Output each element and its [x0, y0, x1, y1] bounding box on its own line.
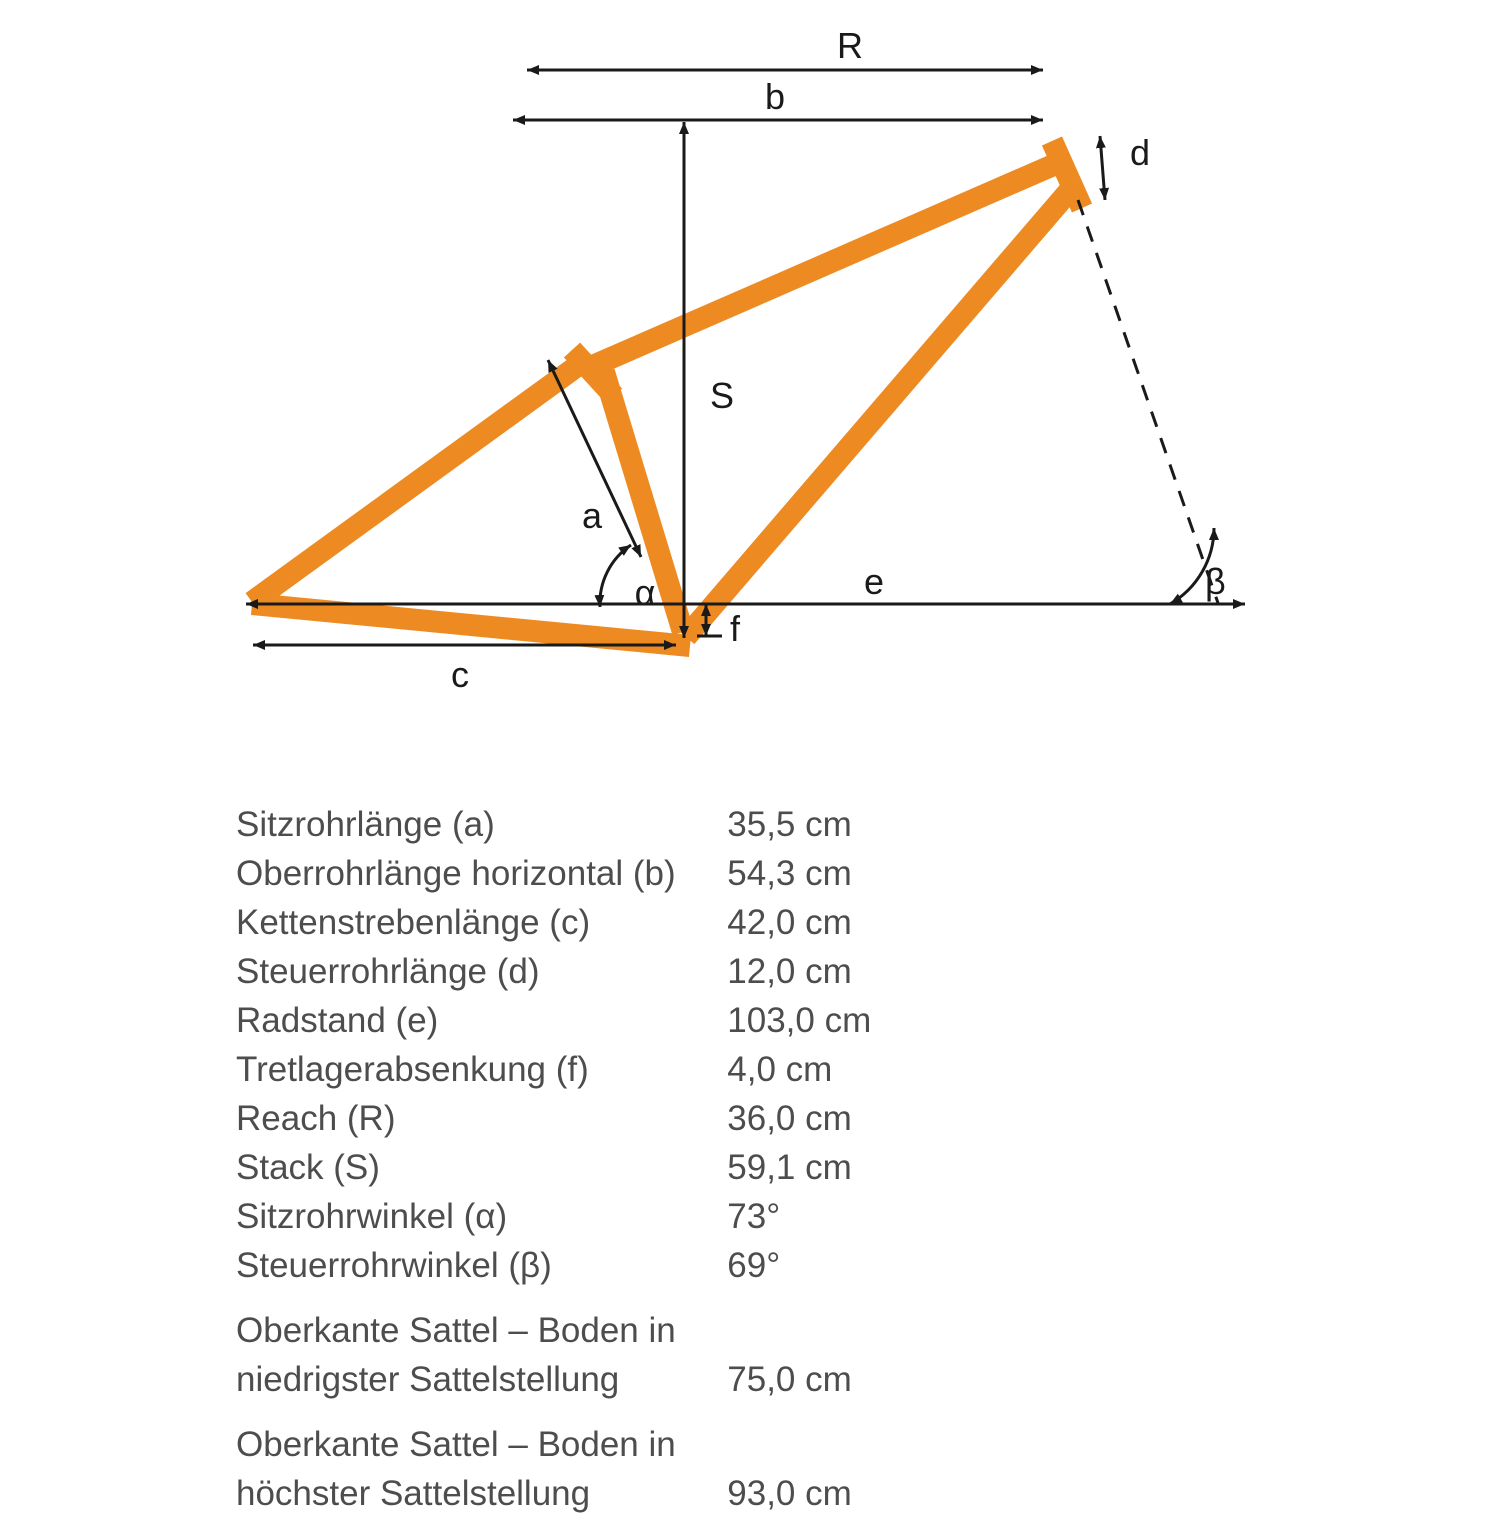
table-row	[236, 898, 936, 947]
spec-value: 35,5 cm	[727, 805, 852, 844]
table-row	[236, 1094, 936, 1143]
dimension-line-d	[1100, 136, 1105, 200]
spec-value: 36,0 cm	[727, 1099, 852, 1138]
spec-value: 12,0 cm	[727, 952, 852, 991]
spec-label: Tretlagerabsenkung (f)	[236, 1050, 589, 1089]
spec-label: Steuerrohrwinkel (β)	[236, 1246, 552, 1285]
bike-frame-tubes	[252, 141, 1082, 646]
label-b: b	[764, 76, 786, 117]
spec-label: Oberkante Sattel – Boden in höchster Sattelstellung	[236, 1425, 676, 1513]
spec-label: Oberkante Sattel – Boden in niedrigster Sattelstellung	[236, 1311, 676, 1399]
label-e: e	[863, 561, 885, 602]
table-row	[236, 849, 936, 898]
spec-label: Kettenstrebenlänge (c)	[236, 903, 591, 942]
table-row	[236, 1143, 936, 1192]
label-f: f	[730, 608, 741, 649]
spec-label: Oberrohrlänge horizontal (b)	[236, 854, 676, 893]
specs-table	[236, 800, 936, 1518]
seat-stay-upper	[252, 364, 580, 602]
spec-label: Stack (S)	[236, 1148, 380, 1187]
spec-value: 54,3 cm	[727, 854, 852, 893]
spec-label: Reach (R)	[236, 1099, 396, 1138]
table-row	[236, 1241, 936, 1290]
table-row	[236, 1045, 936, 1094]
table-row	[236, 1404, 936, 1518]
spec-label: Radstand (e)	[236, 1001, 439, 1040]
label-S: S	[710, 375, 735, 416]
spec-value: 103,0 cm	[727, 1001, 872, 1040]
spec-value: 42,0 cm	[727, 903, 852, 942]
table-row	[236, 996, 936, 1045]
table-row	[236, 800, 936, 849]
head-angle-extension-line	[1078, 200, 1218, 603]
spec-label: Steuerrohrlänge (d)	[236, 952, 540, 991]
table-row	[236, 1290, 936, 1404]
table-row	[236, 1192, 936, 1241]
geometry-spec-table	[0, 800, 1500, 1518]
label-c: c	[451, 654, 469, 695]
label-a: a	[581, 495, 603, 536]
angle-arc-alpha	[600, 545, 631, 607]
label-R: R	[837, 25, 863, 66]
label-alpha: α	[634, 572, 656, 613]
table-row	[236, 947, 936, 996]
spec-value: 93,0 cm	[727, 1474, 852, 1513]
spec-label: Sitzrohrwinkel (α)	[236, 1197, 508, 1236]
label-d: d	[1130, 132, 1151, 173]
spec-value: 4,0 cm	[727, 1050, 833, 1089]
label-beta: β	[1205, 561, 1226, 602]
spec-label: Sitzrohrlänge (a)	[236, 805, 495, 844]
spec-value: 73°	[727, 1197, 781, 1236]
specs-table-body	[236, 800, 936, 1518]
spec-value: 69°	[727, 1246, 781, 1285]
spec-value: 59,1 cm	[727, 1148, 852, 1187]
chain-stay	[252, 604, 690, 646]
spec-value: 75,0 cm	[727, 1360, 852, 1399]
